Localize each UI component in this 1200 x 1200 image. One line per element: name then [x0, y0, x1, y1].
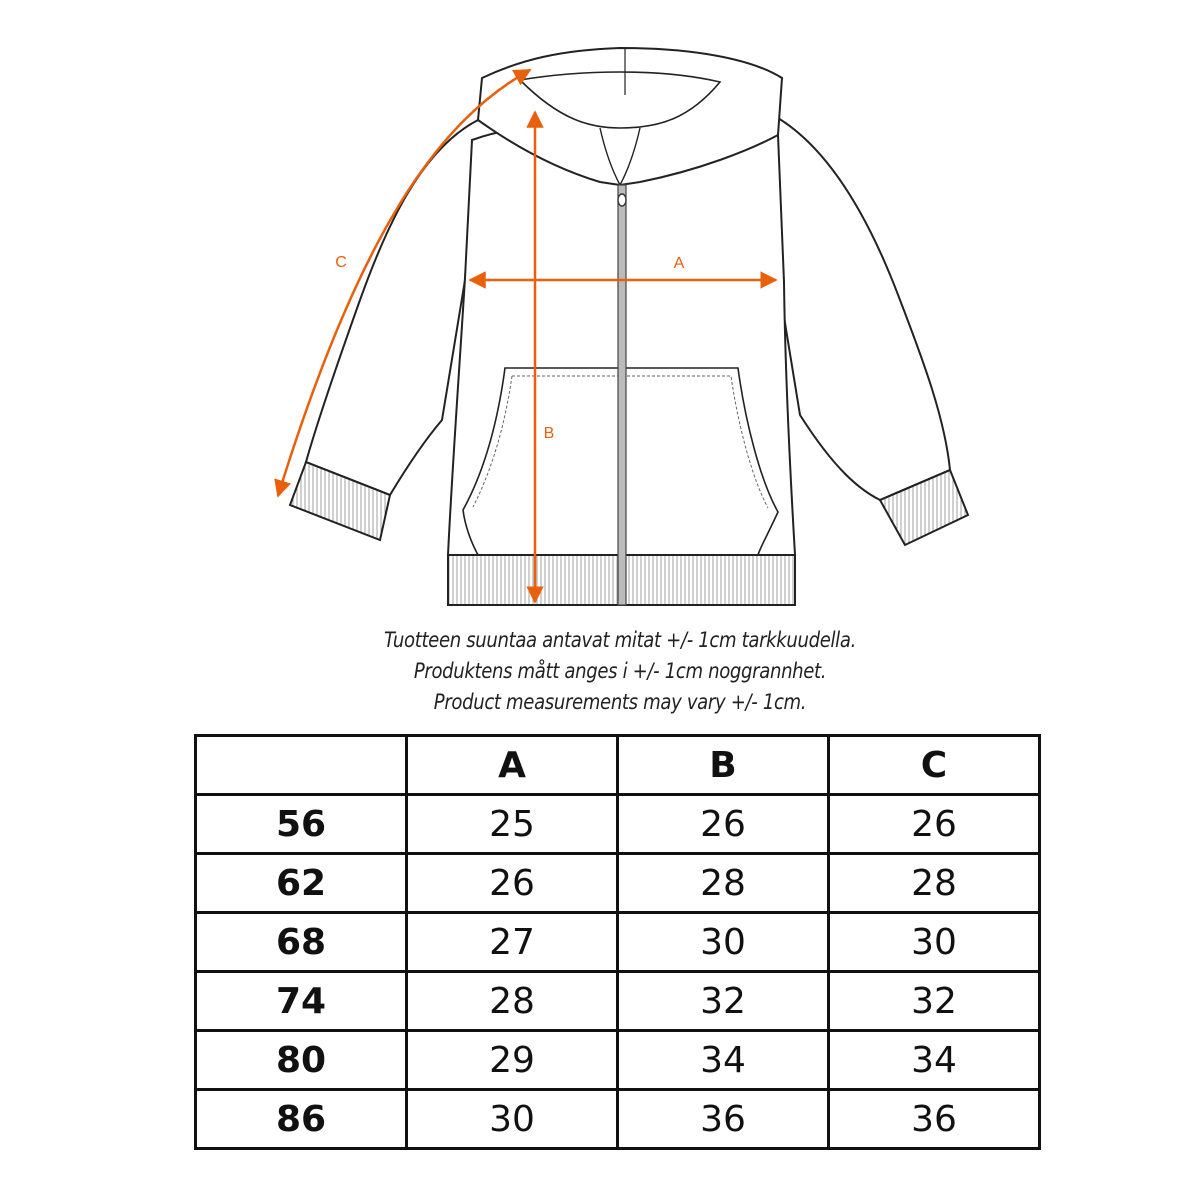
table-row: [196, 913, 1040, 972]
value-cell-c: 26: [829, 795, 1040, 854]
value-cell-b: 28: [618, 854, 829, 913]
header-b: B: [618, 736, 829, 795]
label-b: B: [543, 425, 555, 442]
size-cell: 56: [196, 795, 407, 854]
value-cell-c: 30: [829, 913, 1040, 972]
size-cell: 86: [196, 1090, 407, 1149]
label-c: C: [335, 254, 347, 271]
hoodie-icon: [290, 48, 968, 605]
value-cell-b: 30: [618, 913, 829, 972]
corner-cell: [196, 736, 407, 795]
value-cell-a: 26: [407, 854, 618, 913]
value-cell-b: 32: [618, 972, 829, 1031]
size-cell: 80: [196, 1031, 407, 1090]
table-row: [196, 1031, 1040, 1090]
table-row: [196, 795, 1040, 854]
header-a: A: [407, 736, 618, 795]
size-cell: 62: [196, 854, 407, 913]
value-cell-b: 34: [618, 1031, 829, 1090]
table-header-row: [196, 736, 1040, 795]
value-cell-c: 34: [829, 1031, 1040, 1090]
label-a: A: [673, 255, 685, 272]
value-cell-a: 28: [407, 972, 618, 1031]
value-cell-a: 27: [407, 913, 618, 972]
header-c: C: [829, 736, 1040, 795]
value-cell-c: 32: [829, 972, 1040, 1031]
value-cell-b: 36: [618, 1090, 829, 1149]
value-cell-b: 26: [618, 795, 829, 854]
note-swedish: Produktens mått anges i +/- 1cm noggrannhet.: [413, 659, 827, 683]
value-cell-a: 30: [407, 1090, 618, 1149]
table-row: [196, 1090, 1040, 1149]
size-cell: 74: [196, 972, 407, 1031]
note-english: Product measurements may vary +/- 1cm.: [433, 690, 807, 714]
size-cell: 68: [196, 913, 407, 972]
table-row: [196, 972, 1040, 1031]
table-row: [196, 854, 1040, 913]
value-cell-c: 28: [829, 854, 1040, 913]
value-cell-a: 25: [407, 795, 618, 854]
value-cell-c: 36: [829, 1090, 1040, 1149]
value-cell-a: 29: [407, 1031, 618, 1090]
note-finnish: Tuotteen suuntaa antavat mitat +/- 1cm tarkkuudella.: [384, 628, 856, 652]
size-chart-table: [194, 734, 1041, 1150]
